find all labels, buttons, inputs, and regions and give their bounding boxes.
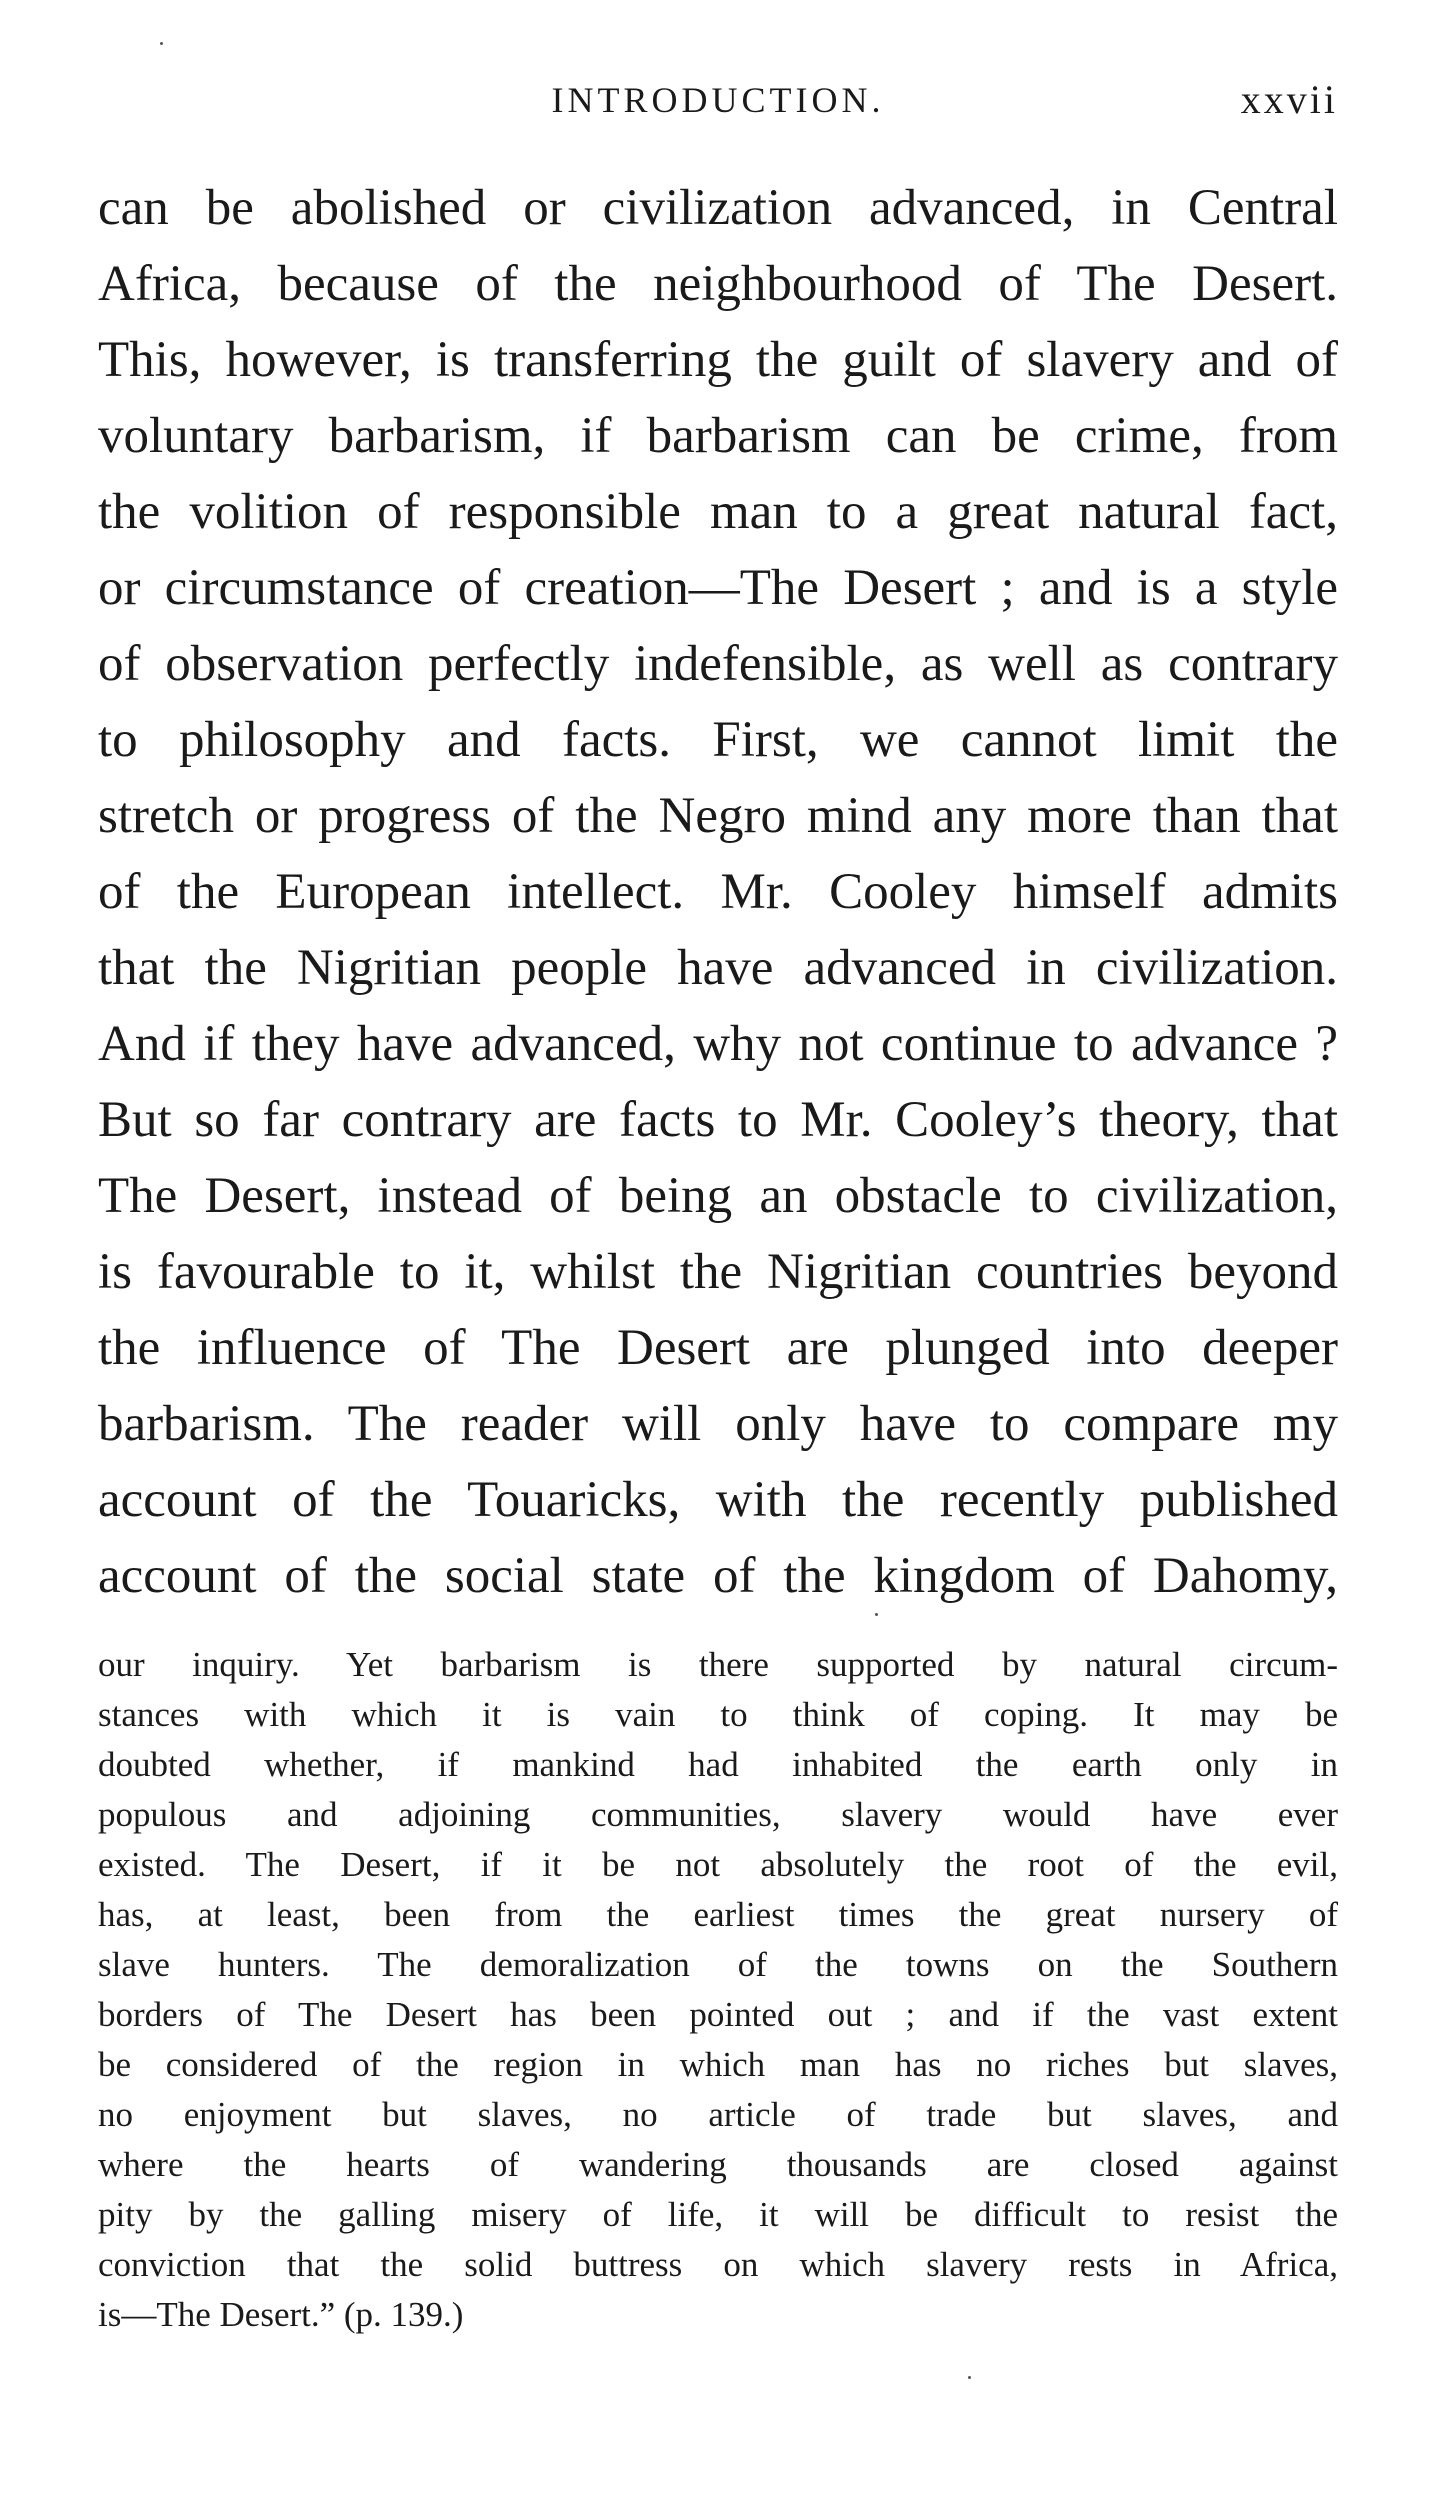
footnote-line: our inquiry. Yet barbarism is there supported by natural circum- [98, 1645, 1338, 1684]
print-speck [968, 2376, 971, 2379]
footnote-line: slave hunters. The demoralization of the towns on the Southern [98, 1945, 1338, 1984]
footnote-line: stances with which it is vain to think of coping. It may be [98, 1695, 1338, 1734]
running-head: INTRODUCTION. [551, 80, 885, 120]
text-line: to philosophy and facts. First, we cannot limit the [98, 712, 1338, 768]
text-line: the volition of responsible man to a great natural fact, [98, 484, 1338, 540]
main-text [98, 170, 1338, 1614]
page-header [98, 70, 1338, 130]
text-line: can be abolished or civilization advanced, in Central [98, 180, 1338, 236]
text-line: voluntary barbarism, if barbarism can be crime, from [98, 408, 1338, 464]
text-line: that the Nigritian people have advanced in civilization. [98, 940, 1338, 996]
text-line: And if they have advanced, why not continue to advance ? [98, 1016, 1338, 1072]
footnote-line: borders of The Desert has been pointed out ; and if the vast extent [98, 1995, 1338, 2034]
footnote-line: no enjoyment but slaves, no article of trade but slaves, and [98, 2095, 1338, 2134]
text-line: of observation perfectly indefensible, as well as contrary [98, 636, 1338, 692]
footnote-line: has, at least, been from the earliest times the great nursery of [98, 1895, 1338, 1934]
text-line: is favourable to it, whilst the Nigritian countries beyond [98, 1244, 1338, 1300]
text-line: account of the social state of the kingdom of Dahomy, [98, 1548, 1338, 1604]
footnote-line: doubted whether, if mankind had inhabited the earth only in [98, 1745, 1338, 1784]
footnote-line: is—The Desert.” (p. 139.) [98, 2295, 464, 2334]
text-line: or circumstance of creation—The Desert ; and is a style [98, 560, 1338, 616]
footnote-line: be considered of the region in which man has no riches but slaves, [98, 2045, 1338, 2084]
text-line: This, however, is transferring the guilt of slavery and of [98, 332, 1338, 388]
footnote-line: where the hearts of wandering thousands are closed against [98, 2145, 1338, 2184]
text-line: Africa, because of the neighbourhood of The Desert. [98, 256, 1338, 312]
text-line: barbarism. The reader will only have to compare my [98, 1396, 1338, 1452]
text-line: the influence of The Desert are plunged into deeper [98, 1320, 1338, 1376]
page-number: xxvii [1240, 77, 1338, 122]
text-line: The Desert, instead of being an obstacle to civilization, [98, 1168, 1338, 1224]
footnote-line: pity by the galling misery of life, it will be difficult to resist the [98, 2195, 1338, 2234]
text-line: But so far contrary are facts to Mr. Cooley’s theory, that [98, 1092, 1338, 1148]
footnote-line: conviction that the solid buttress on which slavery rests in Africa, [98, 2245, 1338, 2284]
print-speck [160, 42, 163, 45]
text-line: of the European intellect. Mr. Cooley himself admits [98, 864, 1338, 920]
footnote [98, 1640, 1338, 2340]
text-line: stretch or progress of the Negro mind any more than that [98, 788, 1338, 844]
print-speck [875, 1613, 878, 1616]
text-line: account of the Touaricks, with the recently published [98, 1472, 1338, 1528]
footnote-line: populous and adjoining communities, slavery would have ever [98, 1795, 1338, 1834]
footnote-line: existed. The Desert, if it be not absolutely the root of the evil, [98, 1845, 1338, 1884]
